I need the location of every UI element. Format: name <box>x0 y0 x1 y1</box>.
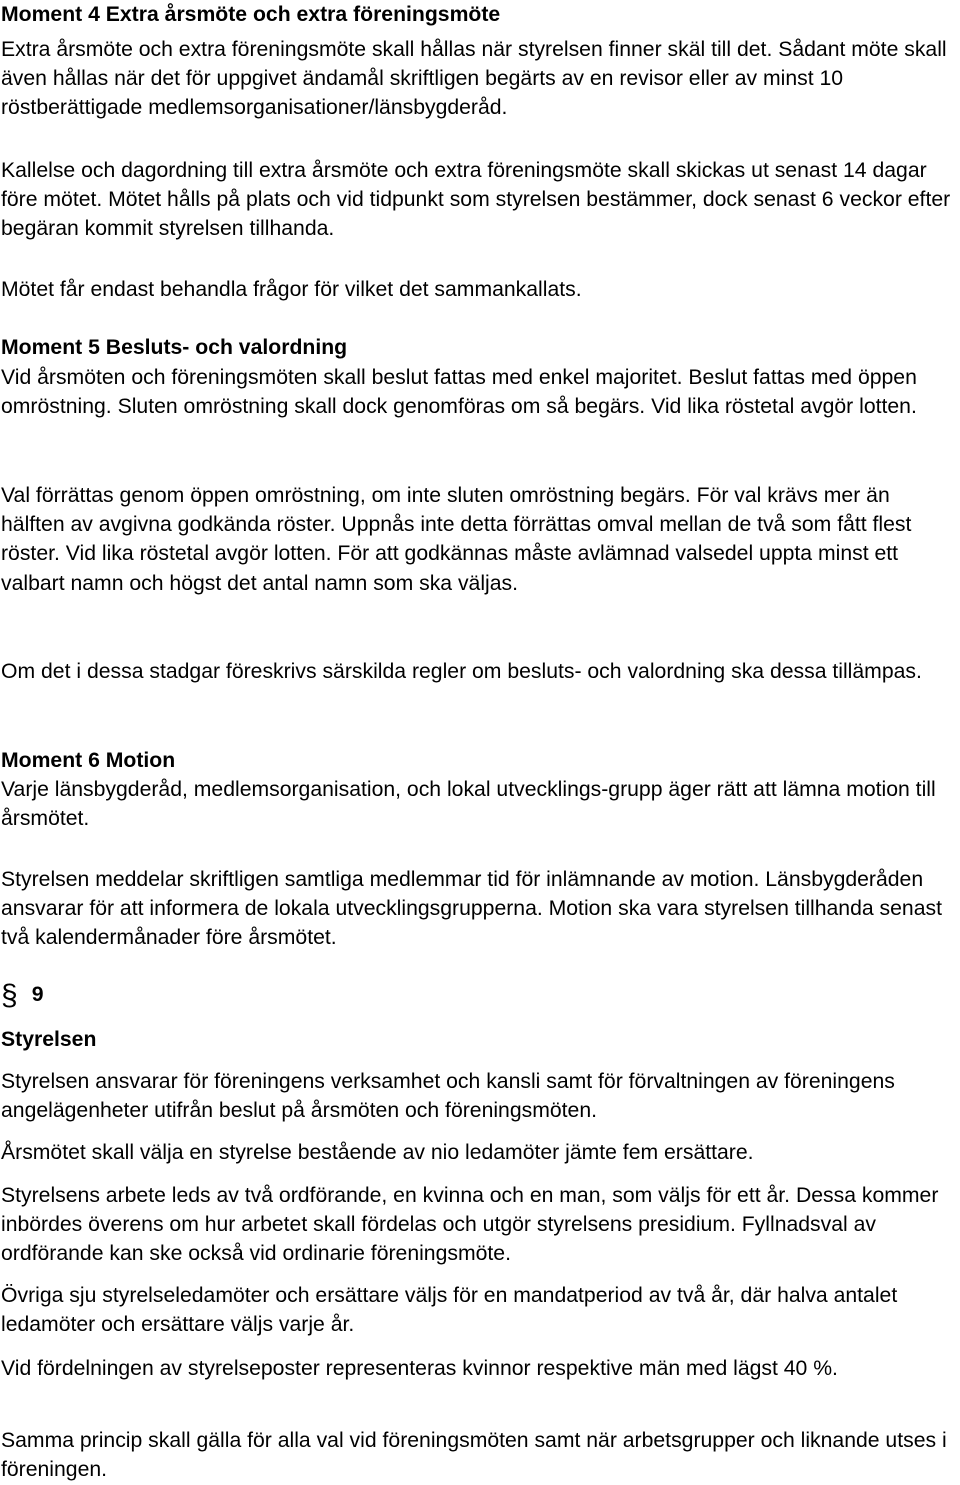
paragraph-motion-right: Varje länsbygderåd, medlemsorganisation, och lokal utvecklings-grupp äger rätt att lämna motion till årsmötet. <box>1 778 936 831</box>
paragraph-elections: Val förrättas genom öppen omröstning, om inte sluten omröstning begärs. För val krävs mer än hälften av avgivna godkända röster. Uppnås inte detta förrättas omval mellan de två som fått flest röster. Vid lika röstetal avgör lotten. För att godkännas måste avlämnad valsedel uppta minst ett valbart namn och högst det antal namn som ska väljas. <box>1 484 912 595</box>
section-sign: § <box>1 979 18 1012</box>
paragraph-chairs: Styrelsens arbete leds av två ordförande, en kvinna och en man, som väljs för ett år. Dessa kommer inbördes överens om hur arbetet skall fördelas och utgör styrelsens presidium. Fyllnadsval av ordförande kan ske också vid ordinarie föreningsmöte. <box>1 1184 939 1266</box>
heading-moment-4: Moment 4 Extra årsmöte och extra föreningsmöte <box>1 3 501 26</box>
paragraph-notice-agenda: Kallelse och dagordning till extra årsmöte och extra föreningsmöte skall skickas ut senast 14 dagar före mötet. Mötet hålls på plats och vid tidpunkt som styrelsen bestämmer, dock senast 6 veckor efter begäran kommit styrelsen tillhanda. <box>1 159 951 241</box>
paragraph-motion-procedure: Styrelsen meddelar skriftligen samtliga medlemmar tid för inlämnande av motion. Länsbygderåden ansvarar för att informera de lokala utvecklingsgrupperna. Motion ska vara styrelsen tillhanda senast två kalendermånader före årsmötet. <box>1 868 942 950</box>
heading-styrelsen: Styrelsen <box>1 1028 97 1051</box>
section-9-heading <box>1 980 43 1010</box>
section-number: 9 <box>31 983 44 1006</box>
paragraph-special-rules: Om det i dessa stadgar föreskrivs särskilda regler om besluts- och valordning ska dessa tillämpas. <box>1 660 922 683</box>
paragraph-board-responsibility: Styrelsen ansvarar för föreningens verksamhet och kansli samt för förvaltningen av föreningens angelägenheter utifrån beslut på årsmöten och föreningsmöten. <box>1 1070 895 1123</box>
paragraph-extra-meeting: Extra årsmöte och extra föreningsmöte skall hållas när styrelsen finner skäl till det. Sådant möte skall även hållas när det för uppgivet ändamål skriftligen begärts av en revisor eller av minst 10 röstberättigade medlemsorganisationer/länsbygderåd. <box>1 38 947 120</box>
paragraph-decisions: Vid årsmöten och föreningsmöten skall beslut fattas med enkel majoritet. Beslut fattas med öppen omröstning. Sluten omröstning skall dock genomföras om så begärs. Vid lika röstetal avgör lotten. <box>1 366 917 419</box>
paragraph-board-composition: Årsmötet skall välja en styrelse bestående av nio ledamöter jämte fem ersättare. <box>1 1141 754 1164</box>
paragraph-other-members: Övriga sju styrelseledamöter och ersättare väljs för en mandatperiod av två år, där halva antalet ledamöter och ersättare väljs varje år. <box>1 1284 898 1337</box>
paragraph-gender-balance: Vid fördelningen av styrelseposter representeras kvinnor respektive män med lägst 40 %. <box>1 1357 838 1380</box>
heading-moment-6: Moment 6 Motion <box>1 749 176 772</box>
heading-moment-5: Moment 5 Besluts- och valordning <box>1 336 348 359</box>
paragraph-same-principle: Samma princip skall gälla för alla val vid föreningsmöten samt när arbetsgrupper och liknande utses i föreningen. <box>1 1429 947 1482</box>
paragraph-meeting-scope: Mötet får endast behandla frågor för vilket det sammankallats. <box>1 278 582 301</box>
